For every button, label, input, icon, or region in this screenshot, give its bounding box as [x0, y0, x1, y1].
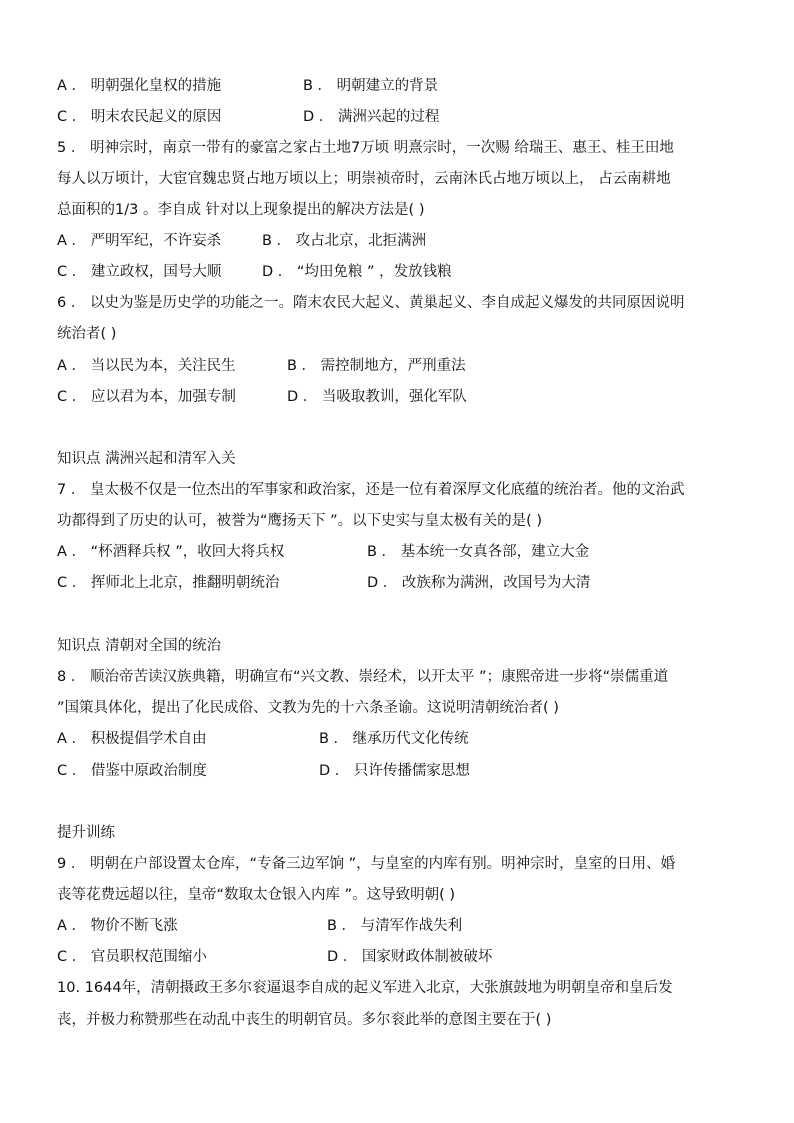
q6-option-c: C ． 应以君为本，加强专制	[57, 389, 236, 405]
q4-option-a: A ． 明朝强化皇权的措施	[57, 78, 222, 94]
q4-option-b: B ． 明朝建立的背景	[303, 78, 439, 94]
q6-stem-line-2: 统治者( )	[57, 326, 117, 342]
q8-stem-line-1: 8 ． 顺治帝苦读汉族典籍，明确宣布“兴文教、崇经术，以开太平 ”；康熙帝进一步将“崇儒重道	[57, 669, 669, 685]
q7-stem-line-2: 功都得到了历史的认可，被誉为“鹰扬天下 ”。以下史实与皇太极有关的是( )	[57, 513, 543, 529]
q7-option-b: B ． 基本统一女真各部，建立大金	[367, 544, 590, 560]
q4-option-c: C ． 明末农民起义的原因	[57, 109, 222, 125]
q7-option-d: D ． 改族称为满洲，改国号为大清	[367, 575, 591, 591]
q10-stem-line-2: 丧，并极力称赞那些在动乱中丧生的明朝官员。多尔衮此举的意图主要在于( )	[57, 1012, 552, 1028]
q8-option-b: B ． 继承历代文化传统	[319, 731, 469, 747]
q6-option-b: B ． 需控制地方，严刑重法	[287, 358, 466, 374]
q4-option-d: D ． 满洲兴起的过程	[303, 109, 440, 125]
q6-option-a: A ． 当以民为本，关注民生	[57, 358, 236, 374]
q6-stem-line-1: 6 ． 以史为鉴是历史学的功能之一。隋末农民大起义、黄巢起义、李自成起义爆发的共同原因说明	[57, 295, 685, 311]
q9-option-a: A ． 物价不断飞涨	[57, 918, 178, 934]
q7-option-c: C ． 挥师北上北京，推翻明朝统治	[57, 575, 280, 591]
q7-option-a: A ． “杯酒释兵权 ”，收回大将兵权	[57, 544, 285, 560]
q5-option-c: C ． 建立政权，国号大顺	[57, 264, 222, 280]
q8-option-a: A ． 积极提倡学术自由	[57, 731, 207, 747]
q5-option-a: A ． 严明军纪，不许妄杀	[57, 233, 222, 249]
q5-option-d: D ． “均田免粮 ” ，发放钱粮	[262, 264, 452, 280]
q9-option-b: B ． 与清军作战失利	[327, 918, 463, 934]
q8-option-d: D ． 只许传播儒家思想	[319, 763, 470, 779]
q8-option-c: C ． 借鉴中原政治制度	[57, 763, 207, 779]
section-heading-qing: 知识点 清朝对全国的统治	[57, 638, 222, 654]
q8-stem-line-2: ”国策具体化，提出了化民成俗、文教为先的十六条圣谕。这说明清朝统治者( )	[57, 700, 559, 716]
q9-stem-line-2: 丧等花费远超以往，皇帝“数取太仓银入内库 ”。这导致明朝( )	[57, 887, 456, 903]
q9-option-c: C ． 官员职权范围缩小	[57, 949, 207, 965]
q6-option-d: D ． 当吸取教训，强化军队	[287, 389, 467, 405]
q9-option-d: D ． 国家财政体制被破坏	[327, 949, 493, 965]
q7-stem-line-1: 7 ． 皇太极不仅是一位杰出的军事家和政治家，还是一位有着深厚文化底蕴的统治者。他的文治武	[57, 482, 685, 498]
q10-stem-line-1: 10. 1644年，清朝摄政王多尔衮逼退李自成的起义军进入北京，大张旗鼓地为明朝皇帝和皇后发	[57, 980, 673, 996]
section-heading-advanced: 提升训练	[57, 825, 115, 841]
q5-option-b: B ． 攻占北京，北拒满洲	[262, 233, 427, 249]
q9-stem-line-1: 9 ． 明朝在户部设置太仓库，“专备三边军饷 ”，与皇室的内库有别。明神宗时，皇室的日用、婚	[57, 856, 676, 872]
q5-stem-line-3: 总面积的1/3 。李自成 针对以上现象提出的解决方法是( )	[57, 202, 425, 218]
section-heading-manchu: 知识点 满洲兴起和清军入关	[57, 451, 236, 467]
q5-stem-line-1: 5 ． 明神宗时，南京一带有的豪富之家占土地7万顷 明熹宗时，一次赐 给瑞王、惠王、桂王田地	[57, 140, 674, 156]
q5-stem-line-2: 每人以万顷计，大宦官魏忠贤占地万顷以上；明崇祯帝时，云南沐氏占地万顷以上， 占云南耕地	[57, 171, 671, 187]
